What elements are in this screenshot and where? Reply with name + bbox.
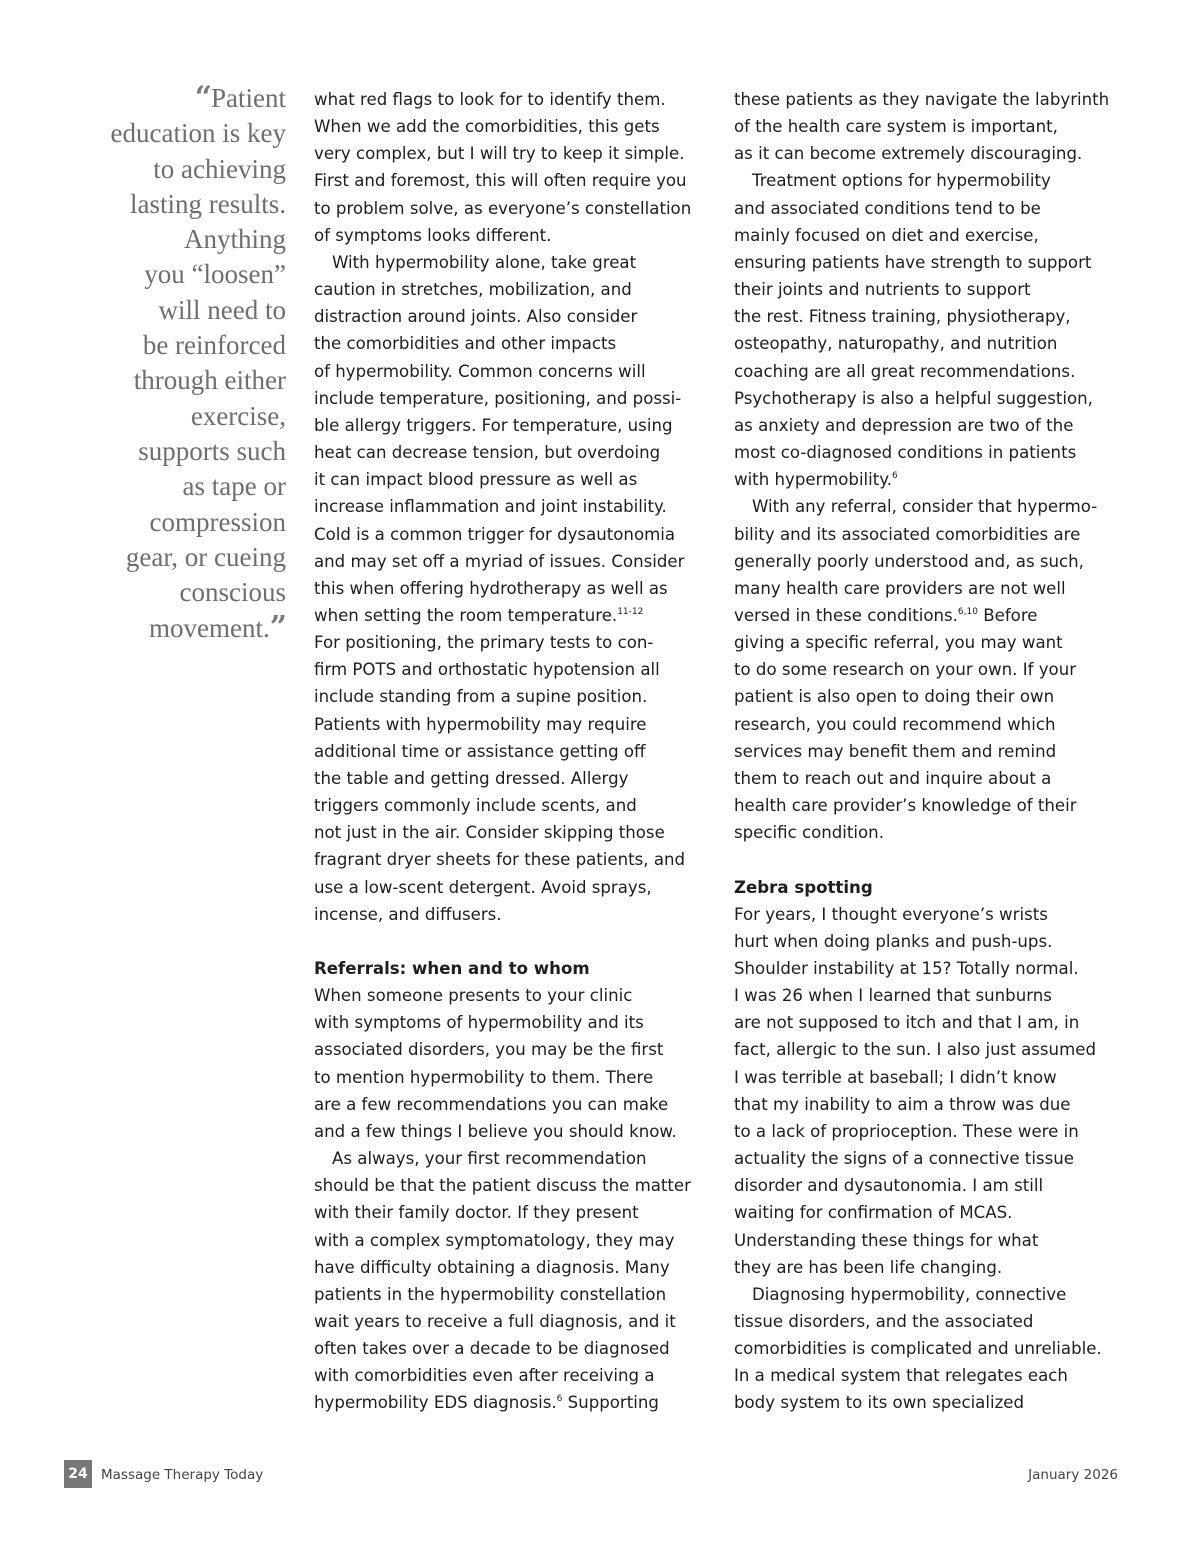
- text-line: I was 26 when I learned that sunburns: [734, 986, 1052, 1006]
- text-line: osteopathy, naturopathy, and nutrition: [734, 334, 1058, 354]
- paragraph: [734, 86, 1126, 167]
- text-line: triggers commonly include scents, and: [314, 796, 637, 816]
- paragraph: [734, 493, 1126, 846]
- text-line: what red flags to look for to identify them.: [314, 90, 666, 109]
- text-line: to problem solve, as everyone’s constellation: [314, 198, 692, 218]
- text-line: [314, 1389, 702, 1416]
- text-line: with comorbidities even after receiving a: [314, 1366, 655, 1386]
- text-line: these patients as they navigate the labyrinth: [734, 90, 1110, 109]
- paragraph-gap: [314, 928, 702, 955]
- article-column-right: [734, 86, 1126, 1417]
- text-line: For positioning, the primary tests to con-: [314, 633, 654, 653]
- text-line: tissue disorders, and the associated: [734, 1312, 1034, 1332]
- text-line: with their family doctor. If they present: [314, 1203, 639, 1223]
- paragraph: [314, 629, 702, 928]
- paragraph: [734, 167, 1126, 493]
- text-line: heat can decrease tension, but overdoing: [314, 443, 661, 463]
- text-line: incense, and diffusers.: [314, 904, 502, 924]
- paragraph: [734, 901, 1126, 1281]
- text-line: are a few recommendations you can make: [314, 1094, 669, 1114]
- text-line: distraction around joints. Also consider: [314, 307, 638, 327]
- text-line: use a low-scent detergent. Avoid sprays,: [314, 877, 652, 897]
- text-line: Patients with hypermobility may require: [314, 714, 647, 734]
- text-line: comorbidities is complicated and unreliable.: [734, 1339, 1102, 1359]
- text-line: hurt when doing planks and push-ups.: [734, 931, 1053, 951]
- text-line: most co-diagnosed conditions in patients: [734, 443, 1077, 463]
- pull-quote-line: education is key: [110, 118, 286, 149]
- text-line: they are has been life changing.: [734, 1257, 1003, 1277]
- text-line: many health care providers are not well: [734, 578, 1066, 598]
- text-line: Treatment options for hypermobility: [752, 171, 1051, 191]
- text-line: [734, 602, 1126, 629]
- text-line: disorder and dysautonomia. I am still: [734, 1176, 1044, 1196]
- text-line: the rest. Fitness training, physiotherapy,: [734, 307, 1071, 327]
- text-line: actuality the signs of a connective tissue: [734, 1149, 1074, 1169]
- text-line: them to reach out and inquire about a: [734, 768, 1052, 788]
- text-line: waiting for confirmation of MCAS.: [734, 1203, 1013, 1223]
- pull-quote-line: as tape or: [182, 471, 286, 502]
- text-line: the comorbidities and other impacts: [314, 334, 617, 354]
- text-line: In a medical system that relegates each: [734, 1366, 1068, 1386]
- text-line: the table and getting dressed. Allergy: [314, 768, 629, 788]
- pull-quote-line: conscious: [179, 577, 286, 608]
- pull-quote-line: to achieving: [153, 153, 286, 184]
- text-line: of the health care system is important,: [734, 117, 1058, 137]
- text-span: hypermobility EDS diagnosis.: [314, 1393, 557, 1413]
- pull-quote-line: will need to: [158, 294, 286, 325]
- text-line: Cold is a common trigger for dysautonomia: [314, 524, 676, 544]
- text-span: when setting the room temperature.: [314, 605, 618, 625]
- text-line: wait years to receive a full diagnosis, and it: [314, 1312, 676, 1332]
- text-line: ble allergy triggers. For temperature, using: [314, 415, 673, 435]
- reference-superscript: 11-12: [617, 606, 644, 617]
- text-line: health care provider’s knowledge of their: [734, 796, 1077, 816]
- text-line: mainly focused on diet and exercise,: [734, 225, 1039, 245]
- text-line: Diagnosing hypermobility, connective: [752, 1284, 1067, 1304]
- text-line: First and foremost, this will often require you: [314, 171, 687, 191]
- pull-quote-line: be reinforced: [142, 330, 286, 361]
- pull-quote-line: Anything: [183, 224, 286, 255]
- text-line: increase inflammation and joint instability.: [314, 497, 667, 517]
- page-footer: [64, 1460, 1118, 1488]
- text-line: as anxiety and depression are two of the: [734, 415, 1074, 435]
- pull-quote: [92, 80, 286, 647]
- text-line: should be that the patient discuss the matter: [314, 1176, 691, 1196]
- text-line: fragrant dryer sheets for these patients, and: [314, 850, 686, 870]
- text-span: Before: [977, 605, 1038, 625]
- text-line: with a complex symptomatology, they may: [314, 1230, 675, 1250]
- text-line: specific condition.: [734, 823, 884, 843]
- text-line: I was terrible at baseball; I didn’t know: [734, 1067, 1057, 1087]
- text-line: very complex, but I will try to keep it simple.: [314, 144, 685, 164]
- pull-quote-line: lasting results.: [130, 188, 286, 219]
- text-line: to mention hypermobility to them. There: [314, 1067, 654, 1087]
- text-line: services may benefit them and remind: [734, 741, 1057, 761]
- close-quote-mark: ”: [269, 610, 286, 646]
- text-line: coaching are all great recommendations.: [734, 361, 1076, 381]
- text-line: associated disorders, you may be the first: [314, 1040, 664, 1060]
- text-line: their joints and nutrients to support: [734, 280, 1031, 300]
- page-number-badge: 24: [64, 1460, 92, 1488]
- pull-quote-line: Patient: [211, 83, 286, 113]
- text-line: not just in the air. Consider skipping those: [314, 823, 665, 843]
- text-line: of symptoms looks different.: [314, 225, 552, 245]
- reference-superscript: 6: [892, 471, 898, 482]
- paragraph: [734, 1281, 1126, 1417]
- text-line: this when offering hydrotherapy as well as: [314, 578, 668, 598]
- text-span: Supporting: [562, 1393, 659, 1413]
- text-line: When someone presents to your clinic: [314, 986, 633, 1006]
- text-line: and may set off a myriad of issues. Consider: [314, 551, 685, 571]
- section-heading-zebra-spotting: Zebra spotting: [734, 877, 873, 897]
- text-line: to a lack of proprioception. These were in: [734, 1121, 1079, 1141]
- text-line: additional time or assistance getting off: [314, 741, 646, 761]
- text-line: Shoulder instability at 15? Totally normal.: [734, 958, 1079, 978]
- issue-date: January 2026: [1028, 1467, 1118, 1483]
- paragraph: [314, 982, 702, 1145]
- text-line: ensuring patients have strength to support: [734, 252, 1092, 272]
- pull-quote-line: through either: [133, 365, 286, 396]
- paragraph-gap: [734, 846, 1126, 873]
- text-line: When we add the comorbidities, this gets: [314, 117, 660, 137]
- reference-superscript: 6,10: [957, 606, 978, 617]
- text-line: [734, 466, 1126, 493]
- text-line: generally poorly understood and, as such,: [734, 551, 1084, 571]
- text-line: research, you could recommend which: [734, 714, 1056, 734]
- text-line: body system to its own specialized: [734, 1393, 1025, 1413]
- text-line: include temperature, positioning, and possi-: [314, 388, 682, 408]
- text-line: have difficulty obtaining a diagnosis. Many: [314, 1257, 670, 1277]
- text-line: fact, allergic to the sun. I also just assumed: [734, 1040, 1096, 1060]
- text-line: with symptoms of hypermobility and its: [314, 1013, 644, 1033]
- pull-quote-line: movement.: [149, 613, 270, 644]
- text-line: caution in stretches, mobilization, and: [314, 280, 632, 300]
- text-line: of hypermobility. Common concerns will: [314, 361, 646, 381]
- text-line: patient is also open to doing their own: [734, 687, 1055, 707]
- text-span: versed in these conditions.: [734, 605, 958, 625]
- text-line: firm POTS and orthostatic hypotension all: [314, 660, 660, 680]
- section-heading-referrals: Referrals: when and to whom: [314, 958, 590, 978]
- text-line: include standing from a supine position.: [314, 687, 648, 707]
- text-line: With any referral, consider that hypermo-: [752, 497, 1098, 517]
- article-column-middle: [314, 86, 702, 1417]
- pull-quote-last-line: [92, 610, 286, 646]
- text-line: to do some research on your own. If your: [734, 660, 1077, 680]
- text-line: that my inability to aim a throw was due: [734, 1094, 1071, 1114]
- text-line: giving a specific referral, you may want: [734, 633, 1063, 653]
- reference-superscript: 6: [556, 1394, 563, 1405]
- pull-quote-line: gear, or cueing: [125, 541, 286, 572]
- text-line: often takes over a decade to be diagnosed: [314, 1339, 670, 1359]
- text-line: Psychotherapy is also a helpful suggestion,: [734, 388, 1093, 408]
- text-line: With hypermobility alone, take great: [332, 252, 637, 272]
- text-line: it can impact blood pressure as well as: [314, 470, 638, 490]
- text-line: [314, 602, 702, 629]
- text-line: patients in the hypermobility constellation: [314, 1284, 667, 1304]
- paragraph: [314, 1145, 702, 1417]
- text-line: For years, I thought everyone’s wrists: [734, 904, 1048, 924]
- pull-quote-line: you “loosen”: [144, 259, 286, 290]
- paragraph: [314, 249, 702, 629]
- text-span: with hypermobility.: [734, 470, 893, 490]
- text-line: As always, your first recommendation: [332, 1149, 647, 1169]
- text-line: and a few things I believe you should know.: [314, 1121, 677, 1141]
- text-line: and associated conditions tend to be: [734, 198, 1041, 218]
- text-line: bility and its associated comorbidities are: [734, 524, 1081, 544]
- pull-quote-first-line: [92, 80, 286, 116]
- publication-name: Massage Therapy Today: [101, 1467, 264, 1483]
- paragraph: [314, 86, 702, 249]
- text-line: are not supposed to itch and that I am, in: [734, 1013, 1080, 1033]
- pull-quote-line: exercise,: [190, 400, 286, 431]
- open-quote-mark: “: [194, 80, 211, 115]
- text-line: Understanding these things for what: [734, 1230, 1039, 1250]
- pull-quote-line: supports such: [138, 435, 286, 466]
- text-line: as it can become extremely discouraging.: [734, 144, 1083, 164]
- pull-quote-line: compression: [149, 506, 286, 537]
